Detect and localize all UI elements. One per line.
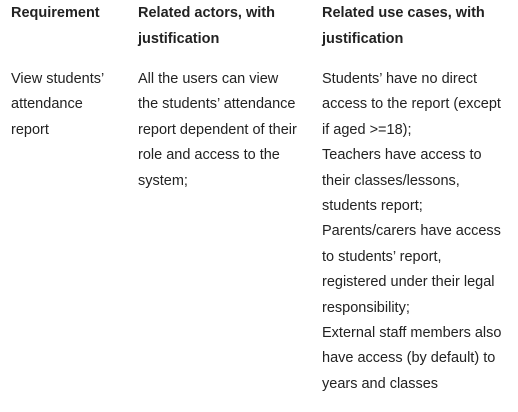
- cell-line: registered under their legal: [322, 274, 495, 291]
- requirement-cell: [11, 67, 129, 143]
- use-cases-header: [322, 1, 512, 52]
- cell-line: role and access to the: [138, 147, 280, 164]
- cell-line: External staff members also: [322, 325, 502, 342]
- cell-line: report dependent of their: [138, 121, 297, 138]
- cell-line: access to the report (except: [322, 96, 501, 113]
- use-cases-cell: [322, 67, 512, 397]
- cell-line: View students’: [11, 71, 105, 87]
- cell-line: if aged >=18);: [322, 121, 412, 138]
- cell-line: report: [11, 121, 49, 138]
- cell-line: the students’ attendance: [138, 96, 296, 113]
- header-line: justification: [322, 30, 404, 47]
- cell-line: Students’ have no direct: [322, 71, 478, 87]
- cell-line: their classes/lessons,: [322, 172, 460, 189]
- header-line: Requirement: [11, 5, 100, 21]
- cell-line: Teachers have access to: [322, 147, 482, 164]
- cell-line: Parents/carers have access: [322, 223, 501, 240]
- header-line: justification: [138, 30, 220, 47]
- actors-cell: [138, 67, 314, 194]
- cell-line: system;: [138, 172, 188, 189]
- cell-line: attendance: [11, 96, 83, 113]
- actors-header: [138, 1, 314, 52]
- cell-line: to students’ report,: [322, 248, 442, 265]
- cell-line: years and classes: [322, 375, 439, 392]
- header-line: Related actors, with: [138, 5, 275, 21]
- cell-line: responsibility;: [322, 299, 410, 316]
- cell-line: All the users can view: [138, 71, 279, 87]
- cell-line: have access (by default) to: [322, 350, 496, 367]
- header-line: Related use cases, with: [322, 5, 485, 21]
- cell-line: students report;: [322, 198, 423, 215]
- requirement-header: [11, 1, 129, 27]
